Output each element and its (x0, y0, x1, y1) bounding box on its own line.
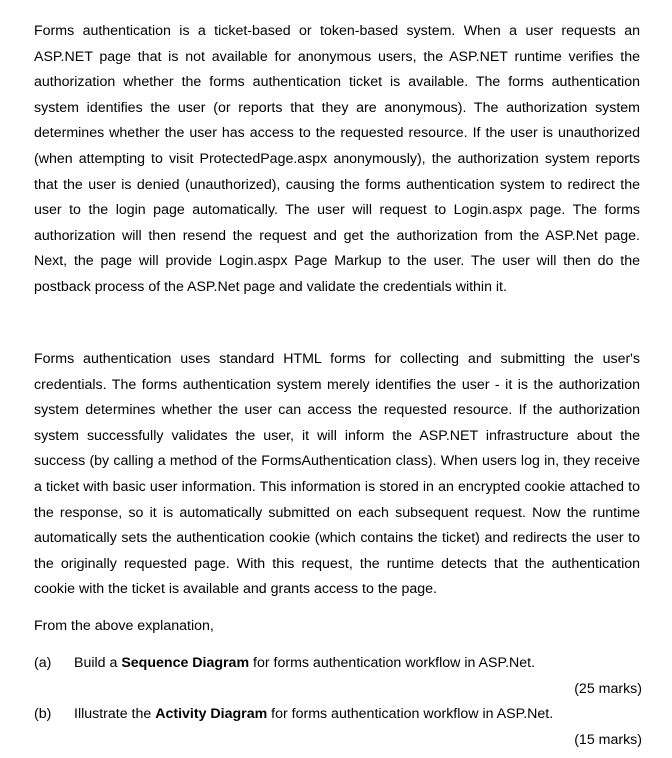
question-b-label: (b) (34, 706, 52, 722)
question-a-marks: (25 marks) (574, 681, 642, 697)
question-b (34, 702, 553, 728)
question-a-suffix: for forms authentication workflow in ASP.Net. (249, 655, 536, 671)
question-b-suffix: for forms authentication workflow in ASP.Net. (267, 706, 554, 722)
paragraph-forms-authentication-details: Forms authentication uses standard HTML forms for collecting and submitting the user's credentials. The forms authentication system merely identifies the user - it is the authorization system determines whether the user can access the requested resource. If the authorization system successfully validates the user, it will inform the ASP.NET infrastructure about the success (by calling a method of the FormsAuthentication class). When users log in, they receive a ticket with basic user information. This information is stored in an encrypted cookie attached to the response, so it is automatically submitted on each subsequent request. Now the runtime automatically sets the authentication cookie (which contains the ticket) and redirects the user to the originally requested page. With this request, the runtime detects that the authentication cookie with the ticket is available and grants access to the page. (34, 351, 640, 598)
question-b-marks: (15 marks) (574, 732, 642, 748)
question-b-prefix: Illustrate the (74, 706, 156, 722)
question-intro: From the above explanation, (34, 618, 214, 634)
question-a-label: (a) (34, 655, 52, 671)
question-a-prefix: Build a (74, 655, 122, 671)
question-a-bold-term: Sequence Diagram (121, 655, 250, 671)
question-b-bold-term: Activity Diagram (155, 706, 268, 722)
question-a (34, 651, 535, 677)
paragraph-forms-authentication-overview: Forms authentication is a ticket-based or token-based system. When a user requests an ASP.NET page that is not available for anonymous users, the ASP.NET runtime verifies the authorization whether the forms authentication ticket is available. The forms authentication system identifies the user (or reports that they are anonymous). The authorization system determines whether the user has access to the requested resource. If the user is unauthorized (when attempting to visit ProtectedPage.aspx anonymously), the authorization system reports that the user is denied (unauthorized), causing the forms authentication system to redirect the user to the login page automatically. The user will request to Login.aspx page. The forms authorization will then resend the request and get the authorization from the ASP.Net page. Next, the page will provide Login.aspx Page Markup to the user. The user will then do the postback process of the ASP.Net page and validate the credentials within it. (34, 23, 640, 295)
